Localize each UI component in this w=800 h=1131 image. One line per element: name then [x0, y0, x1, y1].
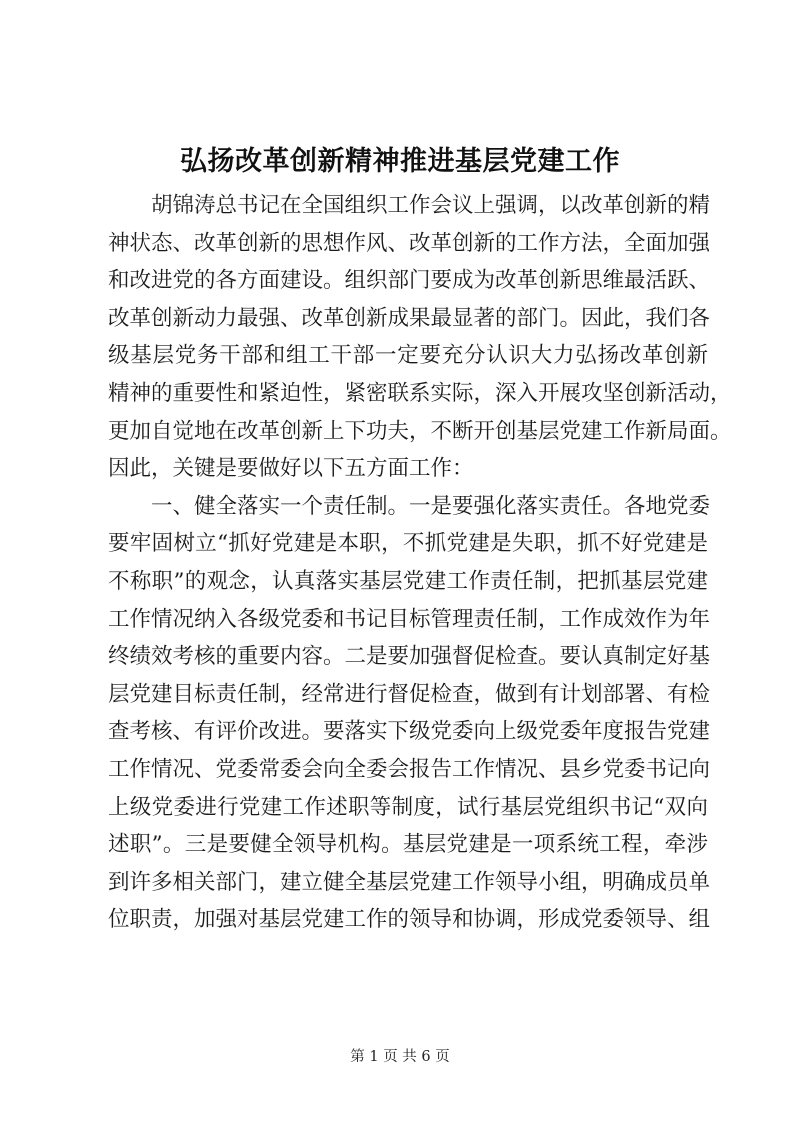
body-line: 因此，关键是要做好以下五方面工作： — [108, 456, 474, 482]
body-line: 述职”。三是要健全领导机构。基层党建是一项系统工程，牵涉 — [108, 832, 708, 858]
body-line: 不称职”的观念，认真落实基层党建工作责任制，把抓基层党建 — [108, 568, 708, 594]
body-line: 工作情况纳入各级党委和书记目标管理责任制，工作成效作为年 — [108, 606, 711, 632]
body-line: 要牢固树立“抓好党建是本职，不抓党建是失职，抓不好党建是 — [108, 531, 708, 557]
document-title: 弘扬改革创新精神推进基层党建工作 — [180, 146, 620, 177]
body-line: 精神的重要性和紧迫性，紧密联系实际，深入开展攻坚创新活动， — [108, 380, 732, 406]
body-line: 级基层党务干部和组工干部一定要充分认识大力弘扬改革创新 — [108, 343, 708, 369]
body-line: 终绩效考核的重要内容。二是要加强督促检查。要认真制定好基 — [108, 644, 711, 670]
body-line: 位职责，加强对基层党建工作的领导和协调，形成党委领导、组 — [108, 907, 711, 933]
body-line: 胡锦涛总书记在全国组织工作会议上强调，以改革创新的精 — [108, 193, 711, 218]
body-line: 到许多相关部门，建立健全基层党建工作领导小组，明确成员单 — [108, 869, 711, 895]
page-footer: 第 1 页 共 6 页 — [350, 1049, 450, 1065]
body-line: 一、健全落实一个责任制。一是要强化落实责任。各地党委 — [108, 493, 711, 519]
body-line: 查考核、有评价改进。要落实下级党委向上级党委年度报告党建 — [108, 719, 711, 745]
body-line: 层党建目标责任制，经常进行督促检查，做到有计划部署、有检 — [108, 681, 711, 707]
body-line: 神状态、改革创新的思想作风、改革创新的工作方法，全面加强 — [108, 230, 711, 256]
document-body — [108, 187, 732, 939]
body-line: 工作情况、党委常委会向全委会报告工作情况、县乡党委书记向 — [108, 756, 711, 782]
body-line: 改革创新动力最强、改革创新成果最显著的部门。因此，我们各 — [108, 305, 711, 331]
body-line: 更加自觉地在改革创新上下功夫，不断开创基层党建工作新局面。 — [108, 418, 732, 444]
body-line: 上级党委进行党建工作述职等制度，试行基层党组织书记“双向 — [108, 794, 708, 820]
body-line: 和改进党的各方面建设。组织部门要成为改革创新思维最活跃、 — [108, 268, 711, 294]
